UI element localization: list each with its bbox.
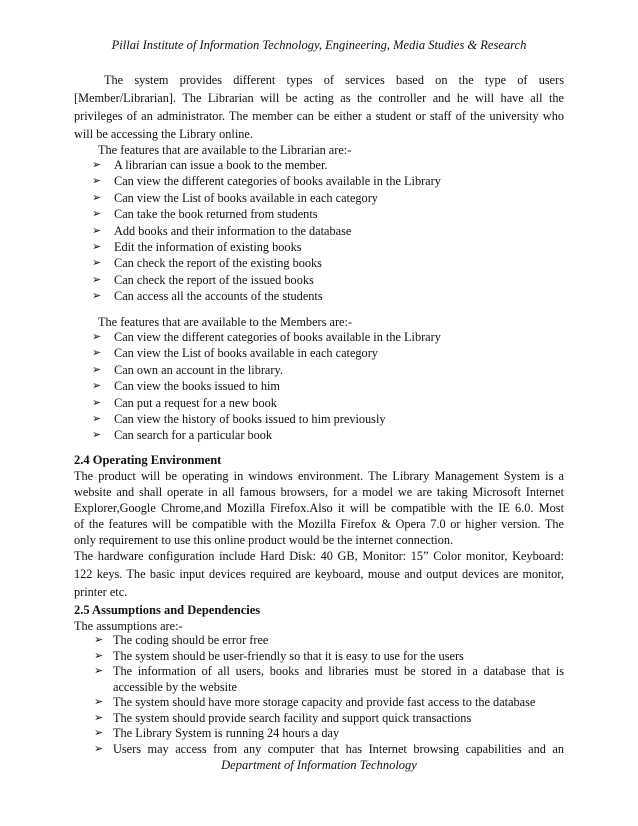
arrow-bullet-icon: ➢ <box>92 429 102 442</box>
member-features-intro: The features that are available to the Members are:- <box>98 315 353 329</box>
operating-env-line-5: only requirement to use this online product would be the internet connection. <box>74 533 454 547</box>
arrow-bullet-icon: ➢ <box>92 396 102 409</box>
list-item: ➢ Can view the different categories of books available in the Library <box>92 330 441 344</box>
arrow-bullet-icon: ➢ <box>92 290 102 303</box>
arrow-bullet-icon: ➢ <box>92 347 102 360</box>
assumptions-list <box>94 633 564 757</box>
arrow-bullet-icon: ➢ <box>94 634 104 646</box>
list-item: ➢ Users may access from any computer that has Internet browsing capabilities and an <box>94 741 564 756</box>
arrow-bullet-icon: ➢ <box>94 727 104 739</box>
list-item: ➢ Can access all the accounts of the students <box>92 289 323 304</box>
list-item: ➢ Can own an account in the library. <box>92 362 283 377</box>
intro-line-2: [Member/Librarian]. The Librarian will be acting as the controller and he will have all the <box>74 91 564 105</box>
section-heading-assumptions: 2.5 Assumptions and Dependencies <box>74 603 261 617</box>
list-item: ➢ Can search for a particular book <box>92 428 273 443</box>
arrow-bullet-icon: ➢ <box>92 257 102 270</box>
page-footer: Department of Information Technology <box>221 758 417 772</box>
arrow-bullet-icon: ➢ <box>92 412 102 425</box>
list-item: ➢ A librarian can issue a book to the member. <box>92 158 328 172</box>
list-item: ➢ The system should provide search facility and support quick transactions <box>94 710 472 725</box>
list-item: ➢ Can check the report of the existing books <box>92 256 322 271</box>
list-item: ➢ The coding should be error free <box>94 633 269 647</box>
librarian-features-intro: The features that are available to the Librarian are:- <box>98 143 352 157</box>
arrow-bullet-icon: ➢ <box>92 240 102 253</box>
operating-env-line-1: The product will be operating in windows environment. The Library Management System is a <box>74 469 564 483</box>
arrow-bullet-icon: ➢ <box>92 175 102 188</box>
arrow-bullet-icon: ➢ <box>94 742 104 755</box>
operating-env-line-7: 122 keys. The basic input devices required are keyboard, mouse and output devices are monitor, <box>74 567 564 581</box>
arrow-bullet-icon: ➢ <box>92 331 102 343</box>
list-item: ➢ Can put a request for a new book <box>92 395 277 410</box>
arrow-bullet-icon: ➢ <box>92 208 102 221</box>
list-item: ➢ Can view the different categories of books available in the Library <box>92 174 441 189</box>
assumptions-intro: The assumptions are:- <box>74 619 183 633</box>
list-item: ➢ Can check the report of the issued books <box>92 272 314 287</box>
arrow-bullet-icon: ➢ <box>92 224 102 237</box>
arrow-bullet-icon: ➢ <box>92 363 102 376</box>
section-heading-operating-environment: 2.4 Operating Environment <box>74 453 222 467</box>
arrow-bullet-icon: ➢ <box>94 649 104 662</box>
operating-env-line-4: of the features will be compatible with the Mozilla Firefox & Opera 7.0 or higher version. The <box>74 517 564 531</box>
list-item: ➢ The information of all users, books and libraries must be stored in a database that is <box>94 664 564 678</box>
arrow-bullet-icon: ➢ <box>94 665 104 677</box>
list-item: ➢ Can view the List of books available in each category <box>92 346 378 361</box>
arrow-bullet-icon: ➢ <box>92 159 102 171</box>
list-item: ➢ The system should be user-friendly so that it is easy to use for the users <box>94 648 464 663</box>
operating-env-line-6: The hardware configuration include Hard Disk: 40 GB, Monitor: 15” Color monitor, Keyboard: <box>74 549 564 563</box>
list-item: ➢ Edit the information of existing books <box>92 239 302 254</box>
arrow-bullet-icon: ➢ <box>92 273 102 286</box>
list-item: ➢ The system should have more storage capacity and provide fast access to the database <box>94 695 536 709</box>
librarian-feature-list <box>92 157 562 305</box>
intro-line-3: privileges of an administrator. The member can be either a student or staff of the university who <box>74 109 564 123</box>
page-header: Pillai Institute of Information Technology, Engineering, Media Studies & Research <box>111 38 527 52</box>
list-item: accessible by the website <box>113 679 237 694</box>
list-item: ➢ Can view the history of books issued to him previously <box>92 411 386 426</box>
operating-env-line-3: Explorer,Google Chrome,and Mozilla Firefox.Also it will be compatible with the IE 6.0. Most <box>74 501 564 515</box>
list-item: ➢ Can take the book returned from students <box>92 207 318 222</box>
intro-line-1: The system provides different types of services based on the type of users <box>104 73 564 87</box>
list-item: ➢ Can view the List of books available in each category <box>92 190 378 205</box>
arrow-bullet-icon: ➢ <box>92 191 102 204</box>
list-item: ➢ Add books and their information to the database <box>92 223 352 238</box>
arrow-bullet-icon: ➢ <box>94 711 104 724</box>
arrow-bullet-icon: ➢ <box>94 696 104 708</box>
operating-env-line-8: printer etc. <box>74 585 128 599</box>
operating-env-line-2: website and shall operate in all famous browsers, for a model we are taking Microsoft Internet <box>74 485 564 499</box>
member-feature-list <box>92 329 562 444</box>
intro-line-4: will be accessing the Library online. <box>74 127 253 141</box>
list-item: ➢ The Library System is running 24 hours a day <box>94 726 340 740</box>
arrow-bullet-icon: ➢ <box>92 380 102 393</box>
list-item: ➢ Can view the books issued to him <box>92 379 280 394</box>
